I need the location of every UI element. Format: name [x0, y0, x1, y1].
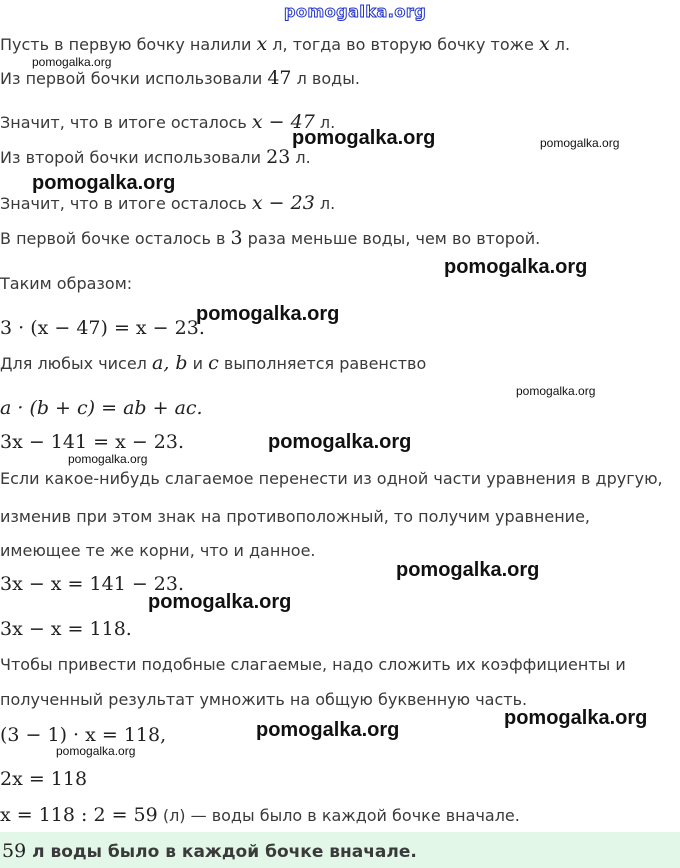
line-4: [0, 146, 311, 169]
text: Значит, что в итоге осталось: [0, 113, 252, 132]
watermark: pomogalka.org: [504, 707, 648, 729]
watermark: pomogalka.org: [56, 744, 136, 758]
text: Значит, что в итоге осталось: [0, 194, 252, 213]
watermark: pomogalka.org: [268, 431, 412, 453]
text: выполняется равенство: [218, 354, 427, 373]
math: 23: [266, 146, 291, 168]
math: c: [208, 352, 219, 374]
line-6: [0, 227, 540, 250]
text: л.: [314, 113, 336, 132]
watermark: pomogalka.org: [32, 55, 112, 69]
text: раза меньше воды, чем во второй.: [242, 229, 541, 248]
text: л.: [314, 194, 336, 213]
watermark: pomogalka.org: [516, 384, 596, 398]
watermark: pomogalka.org: [148, 591, 292, 613]
text: Из первой бочки использовали: [0, 69, 268, 88]
watermark: pomogalka.org: [256, 719, 400, 741]
paragraph-line-1: Если какое-нибудь слагаемое перенести из одной части уравнения в другую,: [0, 469, 663, 488]
paragraph-line-4: Чтобы привести подобные слагаемые, надо сложить их коэффициенты и: [0, 655, 626, 674]
answer-text: [2, 840, 417, 862]
equation-7: 2x = 118: [0, 768, 88, 790]
math: 3: [230, 227, 243, 249]
watermark: pomogalka.org: [396, 559, 540, 581]
text: л воды.: [291, 69, 360, 88]
text: (л) — воды было в каждой бочке вначале.: [157, 806, 520, 825]
math: x: [256, 33, 268, 55]
line-7: Таким образом:: [0, 274, 133, 293]
text: л.: [290, 148, 311, 167]
equation-1: 3 · (x − 47) = x − 23.: [0, 317, 205, 339]
math: a, b: [152, 352, 188, 374]
line-8: [0, 352, 426, 375]
math: x: [538, 33, 550, 55]
watermark: pomogalka.org: [68, 452, 148, 466]
text: и: [187, 354, 209, 373]
equation-3: 3x − 141 = x − 23.: [0, 431, 184, 453]
paragraph-line-5: полученный результат умножить на общую буквенную часть.: [0, 690, 528, 709]
math: 47: [267, 67, 292, 89]
equation-2: a · (b + c) = ab + ac.: [0, 397, 203, 419]
text: Пусть в первую бочку налили: [0, 35, 257, 54]
watermark: pomogalka.org: [292, 127, 436, 149]
text: Для любых чисел: [0, 354, 152, 373]
equation-4: 3x − x = 141 − 23.: [0, 573, 184, 595]
text: Из второй бочки использовали: [0, 148, 267, 167]
answer-label: л воды было в каждой бочке вначале.: [26, 842, 417, 862]
paragraph-line-3: имеющее те же корни, что и данное.: [0, 541, 316, 560]
line-2: [0, 67, 360, 90]
watermark: pomogalka.org: [540, 136, 620, 150]
header-watermark: pomogalka.org: [284, 2, 427, 21]
line-1: [0, 33, 570, 56]
math: x − 47: [251, 111, 315, 133]
line-5: [0, 192, 335, 215]
line-3: [0, 111, 335, 134]
paragraph-line-2: изменив при этом знак на противоположный, то получим уравнение,: [0, 507, 591, 526]
math: x − 23: [251, 192, 315, 214]
text: В первой бочке осталось в: [0, 229, 231, 248]
answer-number: 59: [2, 840, 27, 862]
watermark: pomogalka.org: [32, 172, 176, 194]
text: л, тогда во вторую бочку тоже: [267, 35, 539, 54]
equation-8: [0, 804, 520, 827]
math: x = 118 : 2 = 59: [0, 804, 158, 826]
text: л.: [549, 35, 571, 54]
watermark: pomogalka.org: [444, 256, 588, 278]
equation-5: 3x − x = 118.: [0, 618, 132, 640]
equation-6: (3 − 1) · x = 118,: [0, 724, 167, 746]
watermark: pomogalka.org: [196, 303, 340, 325]
